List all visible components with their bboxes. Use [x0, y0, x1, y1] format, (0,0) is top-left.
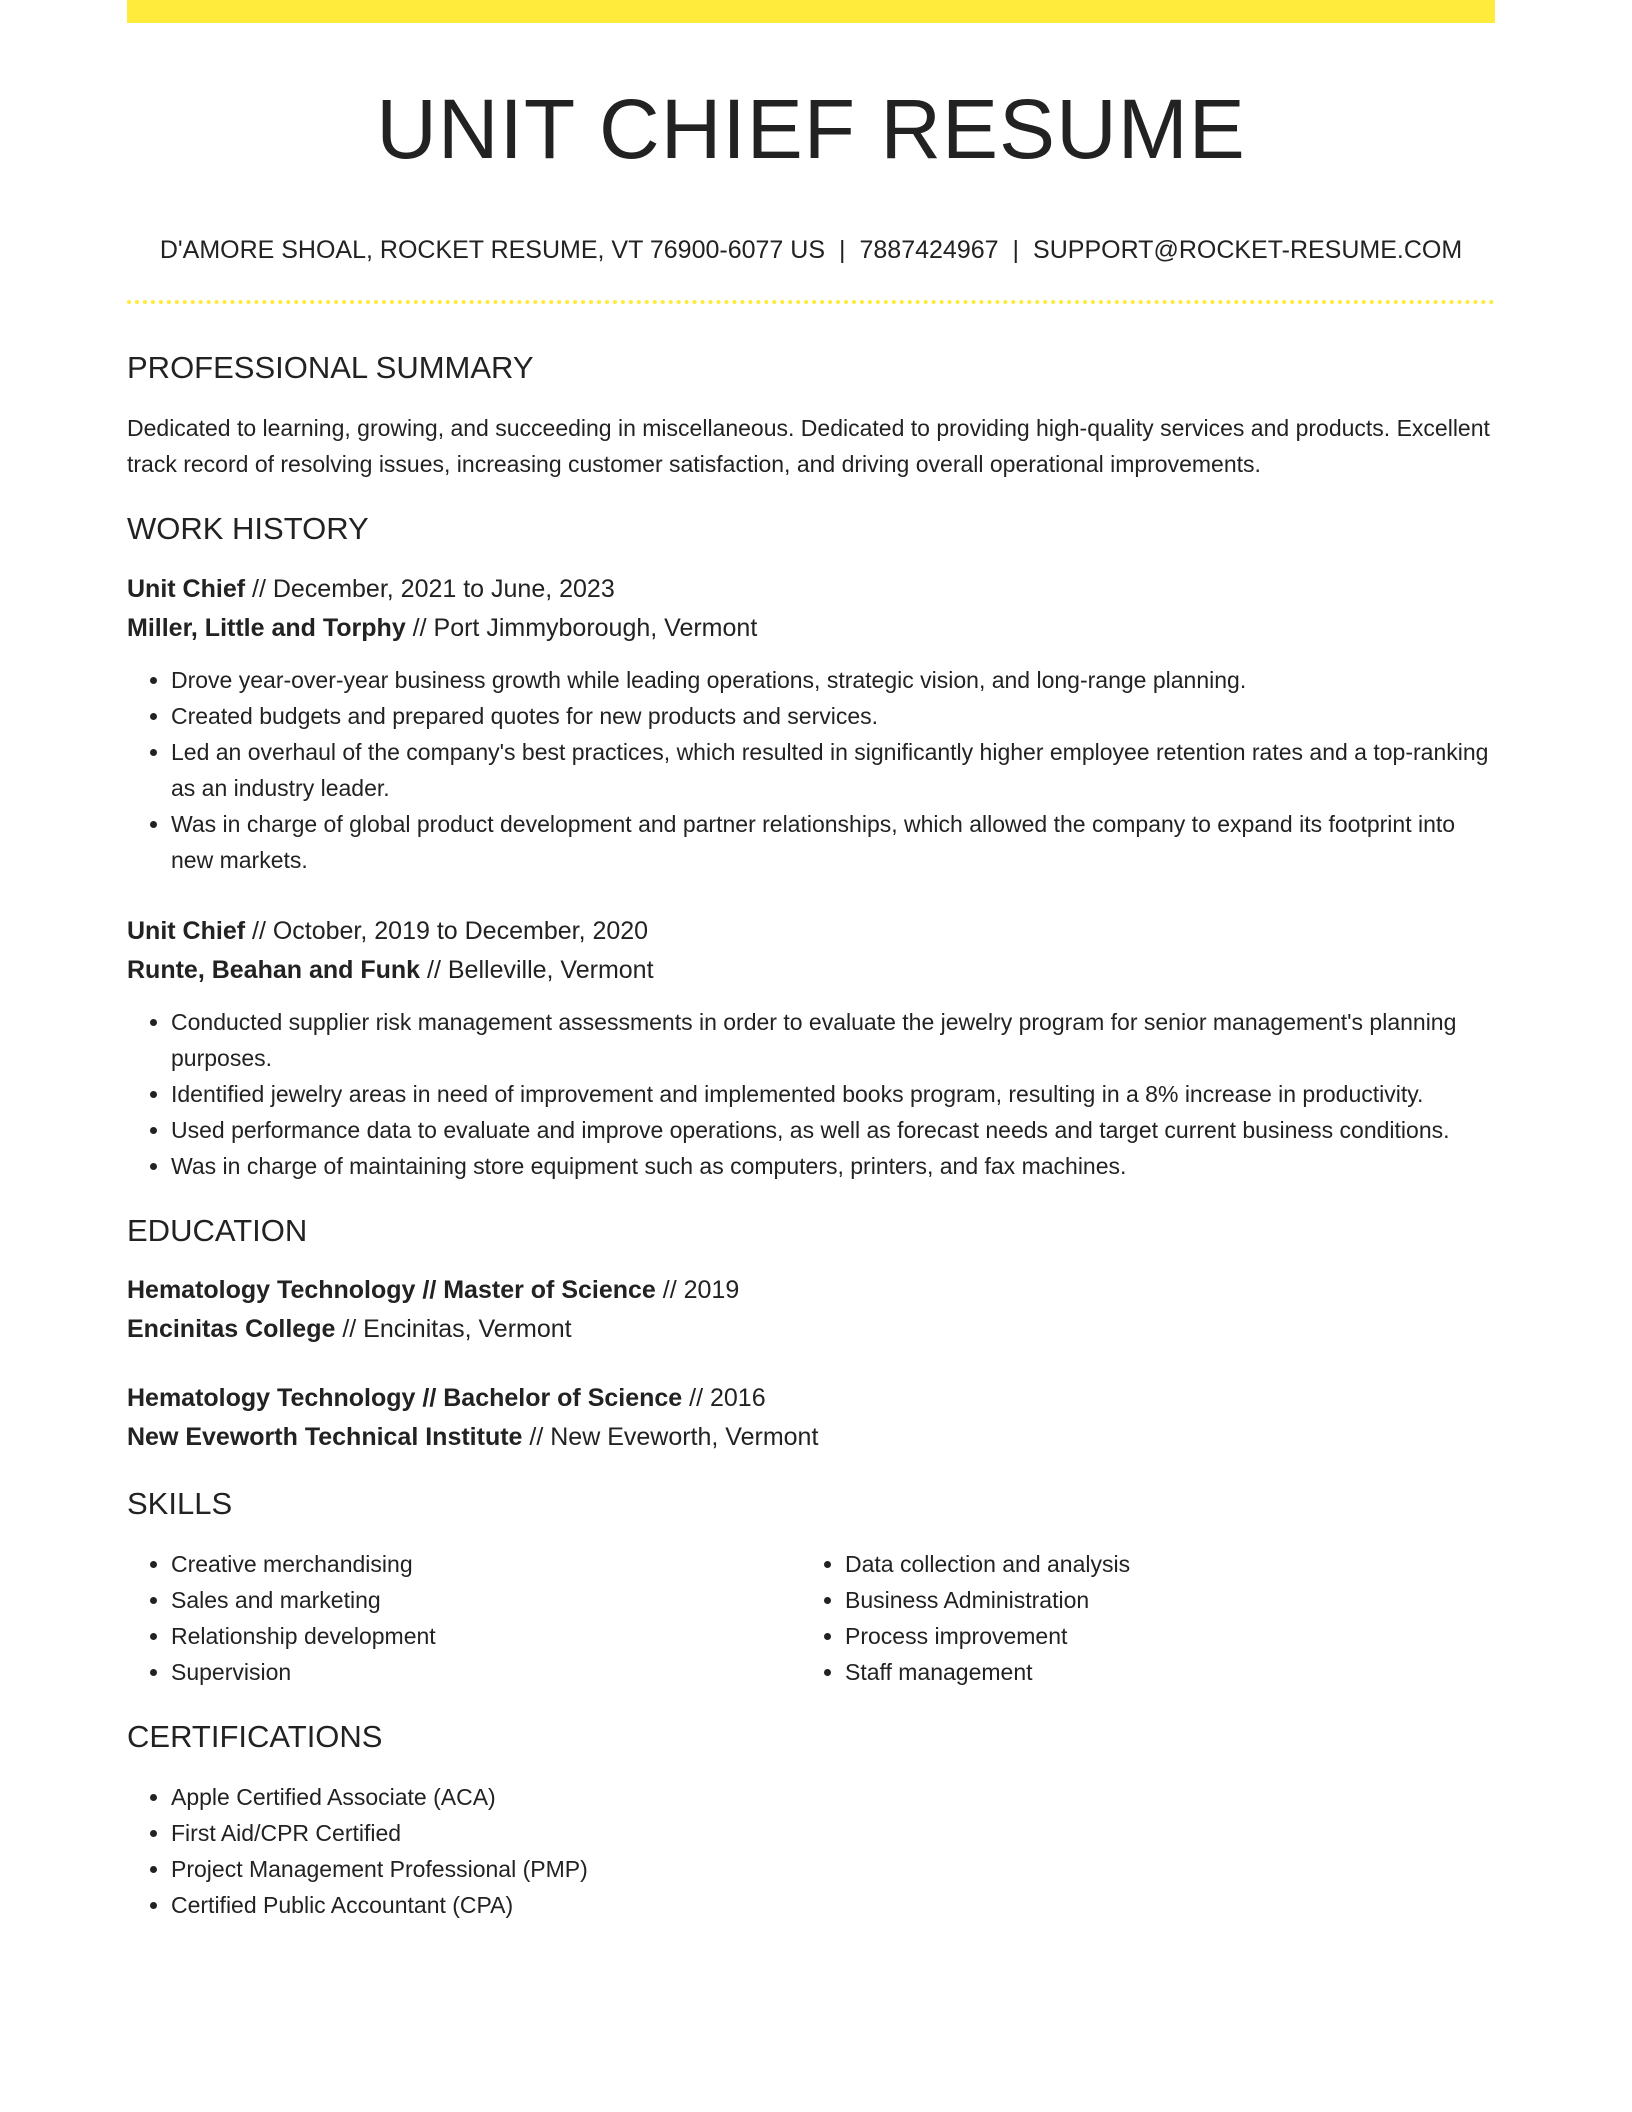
job-company: Runte, Beahan and Funk [127, 955, 421, 984]
resume-content [127, 23, 1495, 1923]
education-school: New Eveworth Technical Institute [127, 1422, 523, 1451]
list-item: • Drove year-over-year business growth while leading operations, strategic vision, and long-range planning. [171, 662, 1495, 698]
job-company: Miller, Little and Torphy [127, 613, 406, 642]
list-item: • Data collection and analysis [845, 1546, 1475, 1582]
education-school: Encinitas College [127, 1314, 336, 1343]
list-item: • Project Management Professional (PMP) [171, 1851, 1495, 1887]
list-item: • Was in charge of maintaining store equipment such as computers, printers, and fax machines. [171, 1148, 1495, 1184]
education-degree-line [127, 1379, 1495, 1418]
job-location: // Belleville, Vermont [420, 955, 654, 984]
list-item: • Creative merchandising [171, 1546, 801, 1582]
job-title-line [127, 912, 1495, 951]
contact-line [127, 234, 1495, 267]
contact-email: SUPPORT@ROCKET-RESUME.COM [1033, 235, 1463, 264]
job-title: Unit Chief [127, 574, 246, 603]
list-item: • Apple Certified Associate (ACA) [171, 1779, 1495, 1815]
job-title-line [127, 570, 1495, 609]
education-degree: Hematology Technology // Master of Science [127, 1275, 656, 1304]
education-school-line [127, 1418, 1495, 1457]
certifications-list [127, 1779, 1495, 1923]
skills-left-column [127, 1546, 801, 1690]
education-entry [127, 1271, 1495, 1349]
job-dates: // December, 2021 to June, 2023 [245, 574, 615, 603]
skills-columns [127, 1546, 1495, 1690]
job-company-line [127, 951, 1495, 990]
list-item: • Conducted supplier risk management assessments in order to evaluate the jewelry program for senior management's planning purposes. [171, 1004, 1495, 1076]
job-bullets [127, 1004, 1495, 1184]
list-item: • Led an overhaul of the company's best practices, which resulted in significantly higher employee retention rates and a top-ranking as an industry leader. [171, 734, 1495, 806]
job-location: // Port Jimmyborough, Vermont [405, 613, 758, 642]
job-company-line [127, 609, 1495, 648]
job-title: Unit Chief [127, 916, 246, 945]
list-item: • Certified Public Accountant (CPA) [171, 1887, 1495, 1923]
education-heading: EDUCATION [127, 1212, 308, 1248]
skills-heading: SKILLS [127, 1485, 233, 1521]
list-item: • Identified jewelry areas in need of improvement and implemented books program, resulting in a 8% increase in productivity. [171, 1076, 1495, 1112]
job-dates: // October, 2019 to December, 2020 [245, 916, 649, 945]
list-item: • Supervision [171, 1654, 801, 1690]
dotted-divider [127, 300, 1495, 304]
summary-text: Dedicated to learning, growing, and succeeding in miscellaneous. Dedicated to providing high-quality services and products. Excellent track record of resolving issues, increasing customer satisfaction, and driving overall operational improvements. [127, 415, 1490, 478]
list-item: • Process improvement [845, 1618, 1475, 1654]
education-location: // Encinitas, Vermont [335, 1314, 572, 1343]
accent-top-bar [127, 0, 1495, 23]
education-year: // 2019 [655, 1275, 740, 1304]
education-degree-line [127, 1271, 1495, 1310]
list-item: • Staff management [845, 1654, 1475, 1690]
summary-heading: PROFESSIONAL SUMMARY [127, 350, 534, 386]
skills-right-column [801, 1546, 1475, 1690]
education-school-line [127, 1310, 1495, 1349]
list-item: • Used performance data to evaluate and improve operations, as well as forecast needs and target current business conditions. [171, 1112, 1495, 1148]
contact-address: D'AMORE SHOAL, ROCKET RESUME, VT 76900-6077 US [159, 235, 825, 264]
contact-separator: | [839, 235, 846, 264]
list-item: • First Aid/CPR Certified [171, 1815, 1495, 1851]
list-item: • Sales and marketing [171, 1582, 801, 1618]
education-entry [127, 1379, 1495, 1457]
job-entry [127, 570, 1495, 878]
education-location: // New Eveworth, Vermont [522, 1422, 819, 1451]
list-item: • Relationship development [171, 1618, 801, 1654]
list-item: • Business Administration [845, 1582, 1475, 1618]
work-history-heading: WORK HISTORY [127, 511, 369, 547]
resume-title: UNIT CHIEF RESUME [376, 82, 1246, 176]
contact-separator: | [1012, 235, 1020, 264]
list-item: • Created budgets and prepared quotes for new products and services. [171, 698, 1495, 734]
job-bullets [127, 662, 1495, 878]
certifications-heading: CERTIFICATIONS [127, 1719, 383, 1755]
education-degree: Hematology Technology // Bachelor of Science [127, 1383, 683, 1412]
job-entry [127, 912, 1495, 1184]
contact-phone: 7887424967 [859, 235, 999, 264]
list-item: • Was in charge of global product development and partner relationships, which allowed the company to expand its footprint into new markets. [171, 806, 1495, 878]
education-year: // 2016 [682, 1383, 766, 1412]
